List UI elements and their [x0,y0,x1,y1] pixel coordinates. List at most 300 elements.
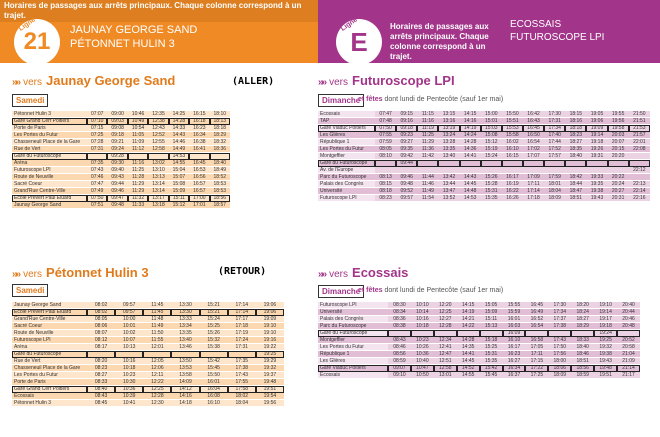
time-cell: 18:29 [571,323,594,330]
time-cell: 16:53 [189,167,209,174]
time-cell: 11:49 [417,188,438,195]
time-cell: 15:11 [480,316,503,323]
time-cell: 19:10 [256,330,284,337]
time-cell [210,153,230,160]
time-cell: 18:53 [210,188,230,195]
time-cell: 15:07 [169,174,189,181]
time-cell: 09:48 [107,202,127,209]
time-cell: 14:46 [169,139,189,146]
time-cell: 11:54 [417,195,438,202]
timetable-e-aller [318,111,650,202]
time-cell: 10:18 [411,323,434,330]
time-cell: 13:14 [148,181,168,188]
time-cell: 19:51 [594,372,617,379]
table-row [318,132,650,139]
time-cell: 18:56 [210,195,230,202]
time-cell: 19:37 [256,372,284,379]
time-cell: 10:46 [128,111,148,118]
stop-name-cell: Futuroscope LPI [318,302,388,309]
stop-name-cell: Porte de Paris [12,125,87,132]
stop-name-cell: Gare Viaduc Poitiers [318,365,388,372]
table-row [318,146,650,153]
time-cell: 19:29 [256,358,284,365]
time-cell: 18:04 [228,400,256,407]
time-cell: 11:28 [128,174,148,181]
time-cell: 13:40 [171,337,199,344]
time-cell: 11:50 [143,330,171,337]
time-cell: 07:48 [375,118,396,125]
time-cell: 16:23 [503,351,526,358]
time-cell: 16:22 [502,188,523,195]
time-cell: 15:45 [200,365,228,372]
time-cell: 12:55 [148,139,168,146]
time-cell: 11:42 [417,153,438,160]
time-cell: 18:15 [565,111,586,118]
time-cell: 19:14 [586,132,607,139]
time-cell: 12:51 [434,358,457,365]
time-cell: 14:21 [457,316,480,323]
time-cell: 22:16 [629,195,650,202]
time-cell: 17:52 [544,146,565,153]
time-cell: 19:32 [594,344,617,351]
table-row [12,132,230,139]
time-cell [434,330,457,337]
time-cell: 22:14 [629,188,650,195]
time-cell: 14:28 [457,337,480,344]
time-cell: 15:08 [481,132,502,139]
table-row [12,400,284,407]
time-cell: 20:44 [617,309,640,316]
section-heading-e-aller [318,73,455,88]
banner-title-1: ECOSSAIS [510,19,562,30]
line-e-badge [336,16,382,65]
time-cell: 09:28 [107,153,127,160]
time-cell: 15:25 [200,323,228,330]
time-cell: 07:25 [87,132,107,139]
stop-name-cell: Gare du Futuroscope [318,160,375,167]
time-cell: 15:01 [481,118,502,125]
time-cell: 19:10 [256,323,284,330]
time-cell: 14:19 [460,125,481,132]
time-cell: 12:35 [148,111,168,118]
table-row [12,188,230,195]
time-cell: 08:10 [375,153,396,160]
time-cell: 17:40 [544,132,565,139]
time-cell: 19:43 [594,358,617,365]
time-cell: 15:35 [480,358,503,365]
time-cell: 09:15 [396,111,417,118]
time-cell: 19:32 [256,365,284,372]
badge-ligne-label: Ligne [17,16,37,33]
time-cell [565,160,586,167]
time-cell: 11:16 [417,118,438,125]
time-cell [87,153,107,160]
time-cell: 18:40 [210,160,230,167]
time-cell [228,351,256,358]
time-cell: 17:22 [525,365,548,372]
table-row [318,330,640,337]
time-cell [629,160,650,167]
stop-name-cell: Ecossais [318,372,388,379]
time-cell: 09:46 [396,174,417,181]
time-cell: 15:24 [481,153,502,160]
time-cell: 15:04 [169,167,189,174]
stop-name-cell: Futuroscope LPI [318,195,375,202]
time-cell: 15:26 [200,330,228,337]
time-cell [571,330,594,337]
time-cell: 07:55 [375,132,396,139]
time-cell: 13:33 [171,316,199,323]
day-label: Dimanche [318,94,364,107]
stop-name-cell: République 1 [318,351,388,358]
stop-name-cell: Gare Grand Cerf Poitiers [12,386,87,393]
time-cell: 18:18 [210,125,230,132]
time-cell: 10:18 [115,365,143,372]
time-cell: 17:11 [525,351,548,358]
time-cell: 07:35 [87,160,107,167]
time-cell: 17:59 [544,174,565,181]
time-cell: 16:57 [189,181,209,188]
time-cell: 07:49 [87,188,107,195]
time-cell: 08:02 [87,302,115,309]
time-cell: 17:37 [548,316,571,323]
time-cell: 07:28 [87,139,107,146]
stop-name-cell: Route de Neuville [12,174,87,181]
time-cell: 11:16 [128,160,148,167]
time-cell: 08:36 [388,316,411,323]
time-cell: 11:29 [128,188,148,195]
time-cell: 09:42 [396,153,417,160]
time-cell: 12:25 [434,309,457,316]
time-cell: 21:04 [617,351,640,358]
time-cell: 14:35 [457,344,480,351]
time-cell: 09:52 [396,188,417,195]
stop-name-cell: Chasseneuil Place de la Gare [12,139,87,146]
time-cell: 13:47 [438,188,459,195]
time-cell: 16:37 [503,372,526,379]
timetable-e-retour [318,302,640,379]
time-cell: 13:34 [171,323,199,330]
destination-label: Jaunay George Sand [46,73,176,88]
time-cell [388,330,411,337]
time-cell: 17:55 [228,379,256,386]
stop-name-cell: Gare Grand Cerf Poitiers [12,118,87,125]
time-cell [396,167,417,174]
time-cell: 18:13 [210,118,230,125]
time-cell: 08:45 [87,400,115,407]
time-cell: 07:47 [87,181,107,188]
stop-name-cell: Palais des Congrès [318,181,375,188]
time-cell: 11:29 [417,139,438,146]
time-cell: 11:12 [128,146,148,153]
time-cell: 09:00 [107,111,127,118]
time-cell: 10:23 [411,337,434,344]
section-heading-e-retour [318,265,408,280]
time-cell: 16:04 [200,386,228,393]
time-cell [629,153,650,160]
banner-title [510,18,604,44]
time-cell: 13:52 [438,195,459,202]
time-cell: 19:51 [256,386,284,393]
table-row [318,351,640,358]
time-cell: 08:06 [87,323,115,330]
time-cell [608,167,629,174]
time-cell: 14:22 [457,323,480,330]
table-row [12,125,230,132]
banner-line-21 [0,0,318,63]
time-cell [460,160,481,167]
time-cell [481,160,502,167]
time-cell: 21:17 [617,372,640,379]
time-cell: 10:26 [411,344,434,351]
time-cell: 13:17 [148,195,168,202]
time-cell: 12:27 [434,316,457,323]
time-cell: 11:29 [128,181,148,188]
table-row [12,344,284,351]
time-cell: 12:47 [434,351,457,358]
table-row [318,188,650,195]
time-cell: 16:54 [525,323,548,330]
table-row [318,181,650,188]
time-cell: 19:48 [256,379,284,386]
time-cell: 18:02 [228,393,256,400]
time-cell: 16:03 [503,323,526,330]
time-cell: 13:58 [171,372,199,379]
time-cell: 14:25 [169,111,189,118]
table-row [318,160,650,167]
time-cell: 17:01 [189,202,209,209]
time-cell: 19:26 [586,146,607,153]
time-cell: 09:57 [396,195,417,202]
time-cell: 12:06 [143,365,171,372]
time-cell: 14:16 [171,393,199,400]
table-row [318,358,640,365]
time-cell: 19:09 [256,316,284,323]
time-cell: 10:13 [115,344,143,351]
time-cell: 16:10 [502,146,523,153]
table-row [12,181,230,188]
time-cell [143,351,171,358]
time-cell: 16:41 [189,146,209,153]
time-cell [417,160,438,167]
time-cell: 13:30 [171,302,199,309]
stop-name-cell: TAP [318,118,375,125]
time-cell: 18:40 [571,344,594,351]
time-cell: 17:09 [523,174,544,181]
time-cell: 14:09 [171,379,199,386]
time-cell: 21:14 [617,365,640,372]
time-cell: 18:06 [548,365,571,372]
time-cell: 18:40 [565,153,586,160]
time-cell: 09:47 [107,195,127,202]
time-cell: 12:25 [143,386,171,393]
stop-name-cell: Palais des Congrès [318,316,388,323]
time-cell: 21:50 [629,111,650,118]
time-cell: 20:22 [608,174,629,181]
time-cell: 20:15 [608,146,629,153]
time-cell: 09:18 [396,125,417,132]
stop-name-cell: Gare du Futuroscope [12,351,87,358]
time-cell: 07:15 [87,125,107,132]
time-cell: 18:27 [571,316,594,323]
banner-title-1: JAUNAY GEORGE SAND [70,24,198,36]
time-cell: 18:42 [565,174,586,181]
time-cell [438,167,459,174]
time-cell: 10:36 [115,386,143,393]
double-chevron-icon: »» [12,269,20,280]
time-cell: 14:19 [457,309,480,316]
time-cell: 16:27 [503,358,526,365]
line-21-badge [14,16,60,65]
time-cell: 18:00 [548,358,571,365]
time-cell: 09:57 [115,302,143,309]
time-cell: 13:50 [171,358,199,365]
time-cell [189,153,209,160]
time-cell: 13:14 [148,188,168,195]
table-row [12,330,284,337]
time-cell: 15:55 [503,302,526,309]
time-cell: 14:49 [169,146,189,153]
time-cell: 17:31 [544,118,565,125]
table-row [12,393,284,400]
time-cell: 22:12 [629,167,650,174]
time-cell: 18:59 [571,372,594,379]
stop-name-cell: Pétonnet Hulin 3 [12,111,87,118]
time-cell: 16:01 [503,316,526,323]
time-cell: 17:58 [228,386,256,393]
time-cell: 16:43 [523,118,544,125]
table-row [12,139,230,146]
time-cell: 17:02 [523,146,544,153]
banner-title-2: PÉTONNET HULIN 3 [70,38,175,50]
time-cell: 12:38 [148,118,168,125]
time-cell: 16:09 [503,330,526,337]
time-cell: 10:16 [115,358,143,365]
time-cell: 16:56 [189,174,209,181]
time-cell: 19:35 [586,181,607,188]
time-cell: 16:18 [189,118,209,125]
time-cell: 14:33 [169,125,189,132]
time-cell: 17:14 [228,302,256,309]
time-cell: 15:26 [481,174,502,181]
time-cell: 18:20 [571,302,594,309]
time-cell: 17:17 [228,316,256,323]
time-cell: 19:14 [594,309,617,316]
time-cell: 13:18 [148,202,168,209]
time-cell: 11:05 [128,132,148,139]
time-cell: 15:09 [480,309,503,316]
handwritten-retour-note: (RETOUR) [218,266,267,277]
time-cell: 19:05 [586,111,607,118]
time-cell: 11:25 [417,132,438,139]
time-cell: 18:56 [571,365,594,372]
time-cell: 18:01 [544,181,565,188]
table-row [12,372,284,379]
time-cell: 16:17 [502,174,523,181]
time-cell: 21:51 [629,118,650,125]
time-cell: 11:45 [143,302,171,309]
stop-name-cell: Ecole Prévert Paul Eluard [12,309,87,316]
time-cell: 19:25 [594,337,617,344]
time-cell: 17:34 [548,309,571,316]
time-cell: 12:28 [434,323,457,330]
stop-name-cell: Porte de Paris [12,379,87,386]
stop-name-cell: Les Portes du Futur [12,132,87,139]
double-chevron-icon: »» [318,269,326,280]
table-row [318,139,650,146]
table-row [12,195,230,202]
time-cell: 15:00 [481,111,502,118]
time-cell: 10:10 [411,302,434,309]
time-cell: 14:48 [460,188,481,195]
time-cell: 12:43 [148,125,168,132]
time-cell: 19:55 [608,111,629,118]
time-cell: 18:32 [210,139,230,146]
table-row [12,316,284,323]
time-cell: 11:46 [417,181,438,188]
stop-name-cell: Les Portes du Futur [318,344,388,351]
time-cell: 14:55 [457,372,480,379]
stop-name-cell: Sacré Coeur [12,181,87,188]
table-row [318,153,650,160]
time-cell: 15:31 [481,188,502,195]
time-cell: 11:19 [417,125,438,132]
time-cell: 15:58 [502,132,523,139]
time-cell: 08:17 [87,344,115,351]
time-cell: 19:31 [586,153,607,160]
time-cell: 15:28 [481,181,502,188]
time-cell: 18:16 [565,118,586,125]
time-cell: 16:08 [200,393,228,400]
time-cell [200,351,228,358]
time-cell: 13:35 [438,146,459,153]
time-cell: 17:38 [548,323,571,330]
time-cell: 16:38 [189,139,209,146]
time-cell: 19:16 [256,337,284,344]
time-cell: 17:07 [523,153,544,160]
time-cell: 18:51 [571,358,594,365]
time-cell: 17:14 [228,309,256,316]
table-row [318,174,650,181]
time-cell: 07:46 [87,174,107,181]
time-cell: 08:30 [388,302,411,309]
time-cell: 17:30 [548,302,571,309]
time-cell: 16:58 [525,337,548,344]
time-cell: 16:23 [189,125,209,132]
time-cell: 12:22 [143,379,171,386]
section-heading-21-retour [12,265,149,280]
table-row [12,118,230,125]
time-cell: 16:57 [189,188,209,195]
time-cell: 14:15 [460,111,481,118]
time-cell: 17:19 [228,330,256,337]
time-cell: 08:56 [388,351,411,358]
stop-name-cell: Ecossais [318,111,375,118]
time-cell: 18:51 [565,195,586,202]
time-cell: 18:18 [565,125,586,132]
table-row [12,174,230,181]
time-cell: 18:24 [571,309,594,316]
stop-name-cell: Grand'Rue Centre-Ville [12,316,87,323]
table-row [12,153,230,160]
double-chevron-icon: »» [318,77,326,88]
time-cell: 08:33 [87,379,115,386]
time-cell: 15:08 [169,181,189,188]
time-cell: 13:24 [438,132,459,139]
time-cell: 19:48 [594,365,617,372]
time-cell: 19:56 [256,400,284,407]
table-row [12,337,284,344]
